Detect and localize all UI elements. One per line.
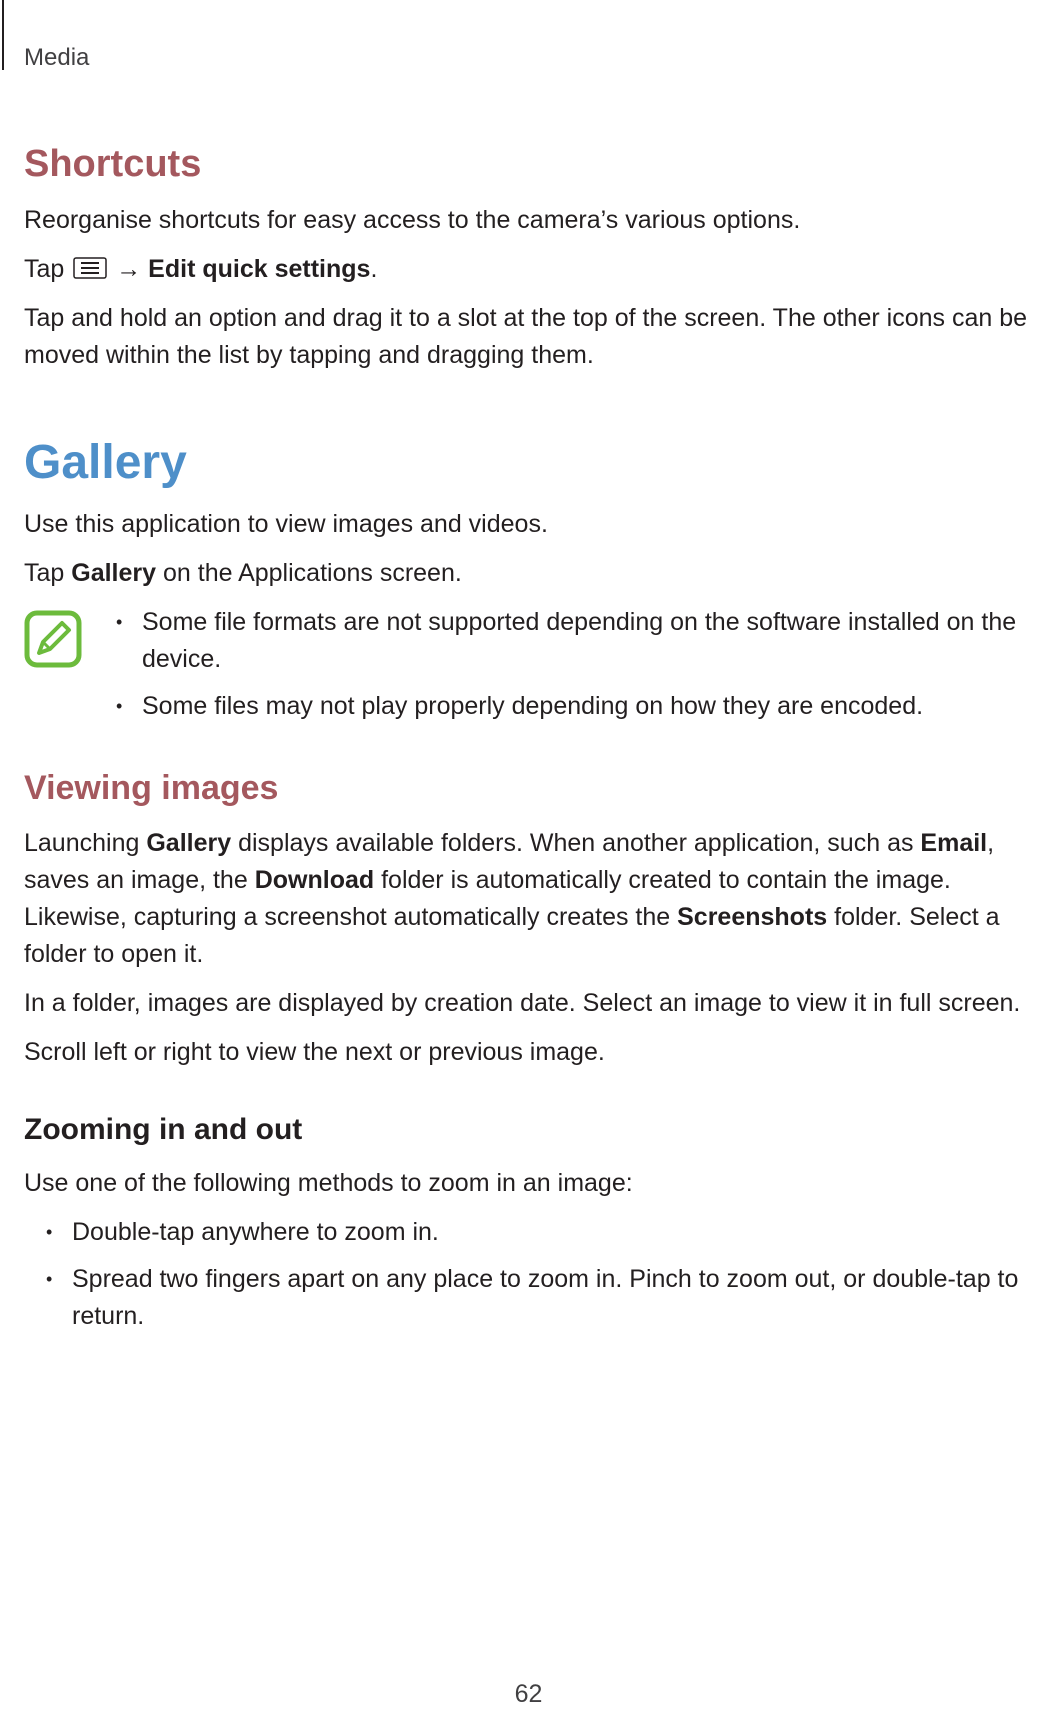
page-number: 62 bbox=[514, 1680, 543, 1708]
viewing-images-heading: Viewing images bbox=[24, 769, 279, 807]
running-header: Media bbox=[24, 44, 90, 71]
email-bold: Email bbox=[920, 829, 988, 857]
note-box bbox=[24, 604, 1044, 725]
gallery-intro: Use this application to view images and videos. bbox=[24, 510, 548, 538]
download-bold: Download bbox=[254, 866, 375, 894]
shortcuts-heading: Shortcuts bbox=[24, 143, 202, 185]
list-item-text: Spread two fingers apart on any place to zoom in. Pinch to zoom out, or double-tap to return. bbox=[72, 1265, 1019, 1330]
edit-quick-settings-label: Edit quick settings bbox=[148, 255, 371, 283]
screenshots-bold: Screenshots bbox=[677, 903, 828, 931]
gallery-heading: Gallery bbox=[24, 436, 187, 489]
bullet-glyph: • bbox=[46, 1269, 53, 1289]
text-run: Launching bbox=[24, 829, 140, 857]
note-pencil-icon bbox=[24, 610, 82, 668]
note-item-text: Some files may not play properly depending on how they are encoded. bbox=[142, 692, 924, 720]
text-run: , saves an image, the bbox=[24, 829, 995, 894]
gallery-app-label: Gallery bbox=[71, 559, 157, 587]
menu-icon bbox=[73, 257, 107, 279]
note-item bbox=[116, 604, 1044, 678]
list-item bbox=[46, 1261, 1044, 1335]
bullet-glyph: • bbox=[116, 612, 123, 632]
text-run: folder. Select a folder to open it. bbox=[24, 903, 1000, 968]
gallery-tap-suffix: on the Applications screen. bbox=[163, 559, 462, 587]
note-list bbox=[114, 604, 1044, 725]
viewing-images-paragraph bbox=[24, 825, 1044, 973]
note-item-text: Some file formats are not supported depending on the software installed on the device. bbox=[142, 608, 1017, 673]
zooming-heading: Zooming in and out bbox=[24, 1113, 303, 1146]
zooming-intro: Use one of the following methods to zoom in an image: bbox=[24, 1169, 633, 1197]
viewing-images-paragraph-3: Scroll left or right to view the next or previous image. bbox=[24, 1038, 605, 1066]
shortcuts-intro: Reorganise shortcuts for easy access to the camera’s various options. bbox=[24, 206, 801, 234]
page-content bbox=[24, 140, 1044, 1345]
shortcuts-tap-instruction bbox=[24, 251, 1044, 288]
list-item bbox=[46, 1214, 1044, 1251]
bullet-glyph: • bbox=[116, 696, 123, 716]
note-item bbox=[116, 688, 1044, 725]
gallery-tap-instruction bbox=[24, 555, 1044, 592]
text-run: displays available folders. When another application, such as bbox=[238, 829, 914, 857]
shortcuts-instructions: Tap and hold an option and drag it to a slot at the top of the screen. The other icons can be moved within the list by tapping and dragging them. bbox=[24, 304, 1028, 369]
gallery-tap-prefix: Tap bbox=[24, 559, 65, 587]
list-item-text: Double-tap anywhere to zoom in. bbox=[72, 1218, 439, 1246]
tap-suffix: . bbox=[370, 255, 378, 283]
page-corner-mark bbox=[2, 0, 4, 70]
zoom-methods-list bbox=[24, 1214, 1044, 1335]
text-run: folder is automatically created to contain the image. Likewise, capturing a screenshot automatically creates the bbox=[24, 866, 951, 931]
viewing-images-paragraph-2: In a folder, images are displayed by creation date. Select an image to view it in full screen. bbox=[24, 989, 1021, 1017]
bullet-glyph: • bbox=[46, 1222, 53, 1242]
tap-prefix: Tap bbox=[24, 255, 65, 283]
arrow-glyph: → bbox=[116, 255, 142, 283]
gallery-bold: Gallery bbox=[146, 829, 232, 857]
